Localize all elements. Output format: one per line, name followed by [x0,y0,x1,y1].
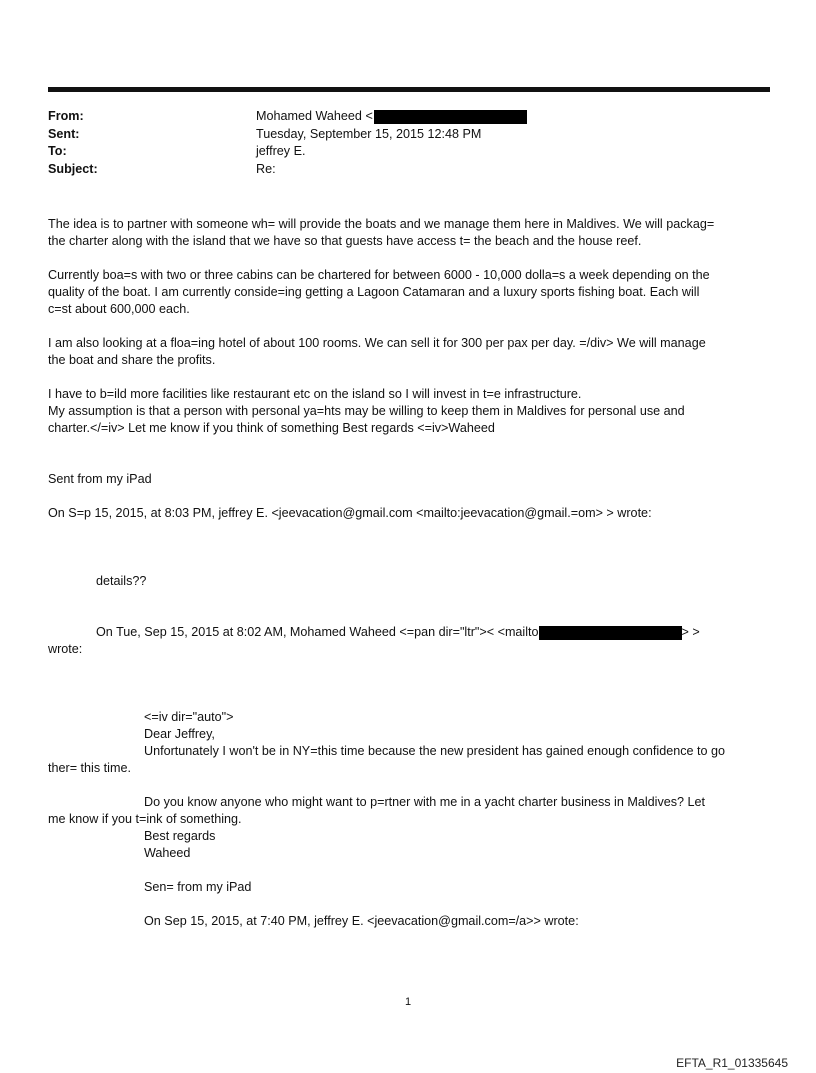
quoted-signature: Waheed [144,846,191,860]
text-line: I have to b=ild more facilities like restaurant etc on the island so I will invest in t=e infrastructure. [48,387,582,401]
subject-label: Subject: [48,161,98,176]
text-line: I am also looking at a floa=ing hotel of about 100 rooms. We can sell it for 300 per pax per day. =/div> We will manage [48,336,706,350]
paragraph-4 [48,386,773,437]
paragraph-1 [48,216,773,250]
text-line: charter.</=iv> Let me know if you think of something Best regards <=iv>Waheed [48,421,495,435]
quoted-text-line: ther= this time. [48,761,131,775]
quoted-div-tag: <=iv dir="auto"> [144,710,234,724]
page-number: 1 [404,996,412,1008]
quoted-text-line: Do you know anyone who might want to p=rtner with me in a yacht charter business in Maldives? Let [144,795,706,809]
sent-from-signature: Sent from my iPad [48,472,152,486]
text-line: The idea is to partner with someone wh= will provide the boats and we manage them here in Maldives. We will packag= [48,217,715,231]
paragraph-2 [48,267,773,318]
paragraph-3 [48,335,773,369]
to-label: To: [48,144,67,159]
text-line: My assumption is that a person with personal ya=hts may be willing to keep them in Maldives for personal use and [48,404,685,418]
quote-header-2-wrote: wrote: [48,642,83,656]
quote-header-2-end: > > [681,625,700,639]
text-line: quality of the boat. I am currently conside=ing getting a Lagoon Catamaran and a luxury sports fishing boat. Each will [48,285,700,299]
quote-header-2 [48,624,773,641]
to-row [48,143,768,161]
quoted-text-line: Unfortunately I won't be in NY=this time because the new president has gained enough confidence to go [144,744,726,758]
document-id: EFTA_R1_01335645 [676,1056,788,1070]
sent-value: Tuesday, September 15, 2015 12:48 PM [256,126,482,141]
email-header [48,108,768,178]
quoted-regards: Best regards [144,829,216,843]
from-value: Mohamed Waheed < [256,109,373,124]
text-line: Currently boa=s with two or three cabins can be chartered for between 6000 - 10,000 dolla=s a week depending on the [48,268,710,282]
quote-header-1: On S=p 15, 2015, at 8:03 PM, jeffrey E. <jeevacation@gmail.com <mailto:jeevacation@gmail.=om> > wrote: [48,506,652,520]
quoted-last-header: On Sep 15, 2015, at 7:40 PM, jeffrey E. <jeevacation@gmail.com=/a>> wrote: [144,914,579,928]
quoted-sent-from: Sen= from my iPad [144,880,252,894]
sent-row [48,126,768,144]
from-row [48,108,768,126]
text-line: the boat and share the profits. [48,353,216,367]
from-label: From: [48,109,84,124]
quoted-greeting: Dear Jeffrey, [144,727,215,741]
sent-label: Sent: [48,126,80,141]
header-rule [48,87,770,92]
text-line: c=st about 600,000 each. [48,302,190,316]
subject-value: Re: [256,161,276,176]
quoted-text-line: me know if you t=ink of something. [48,812,242,826]
email-body [48,216,773,930]
to-value: jeffrey E. [256,144,306,159]
redaction-block [539,626,682,640]
quote-header-2-text: On Tue, Sep 15, 2015 at 8:02 AM, Mohamed Waheed <=pan dir="ltr">< <mailto [96,625,539,639]
text-line: the charter along with the island that we have so that guests have access t= the beach and the house reef. [48,234,642,248]
redaction-block [374,110,527,124]
details-line: details?? [96,574,147,588]
subject-row [48,161,768,179]
